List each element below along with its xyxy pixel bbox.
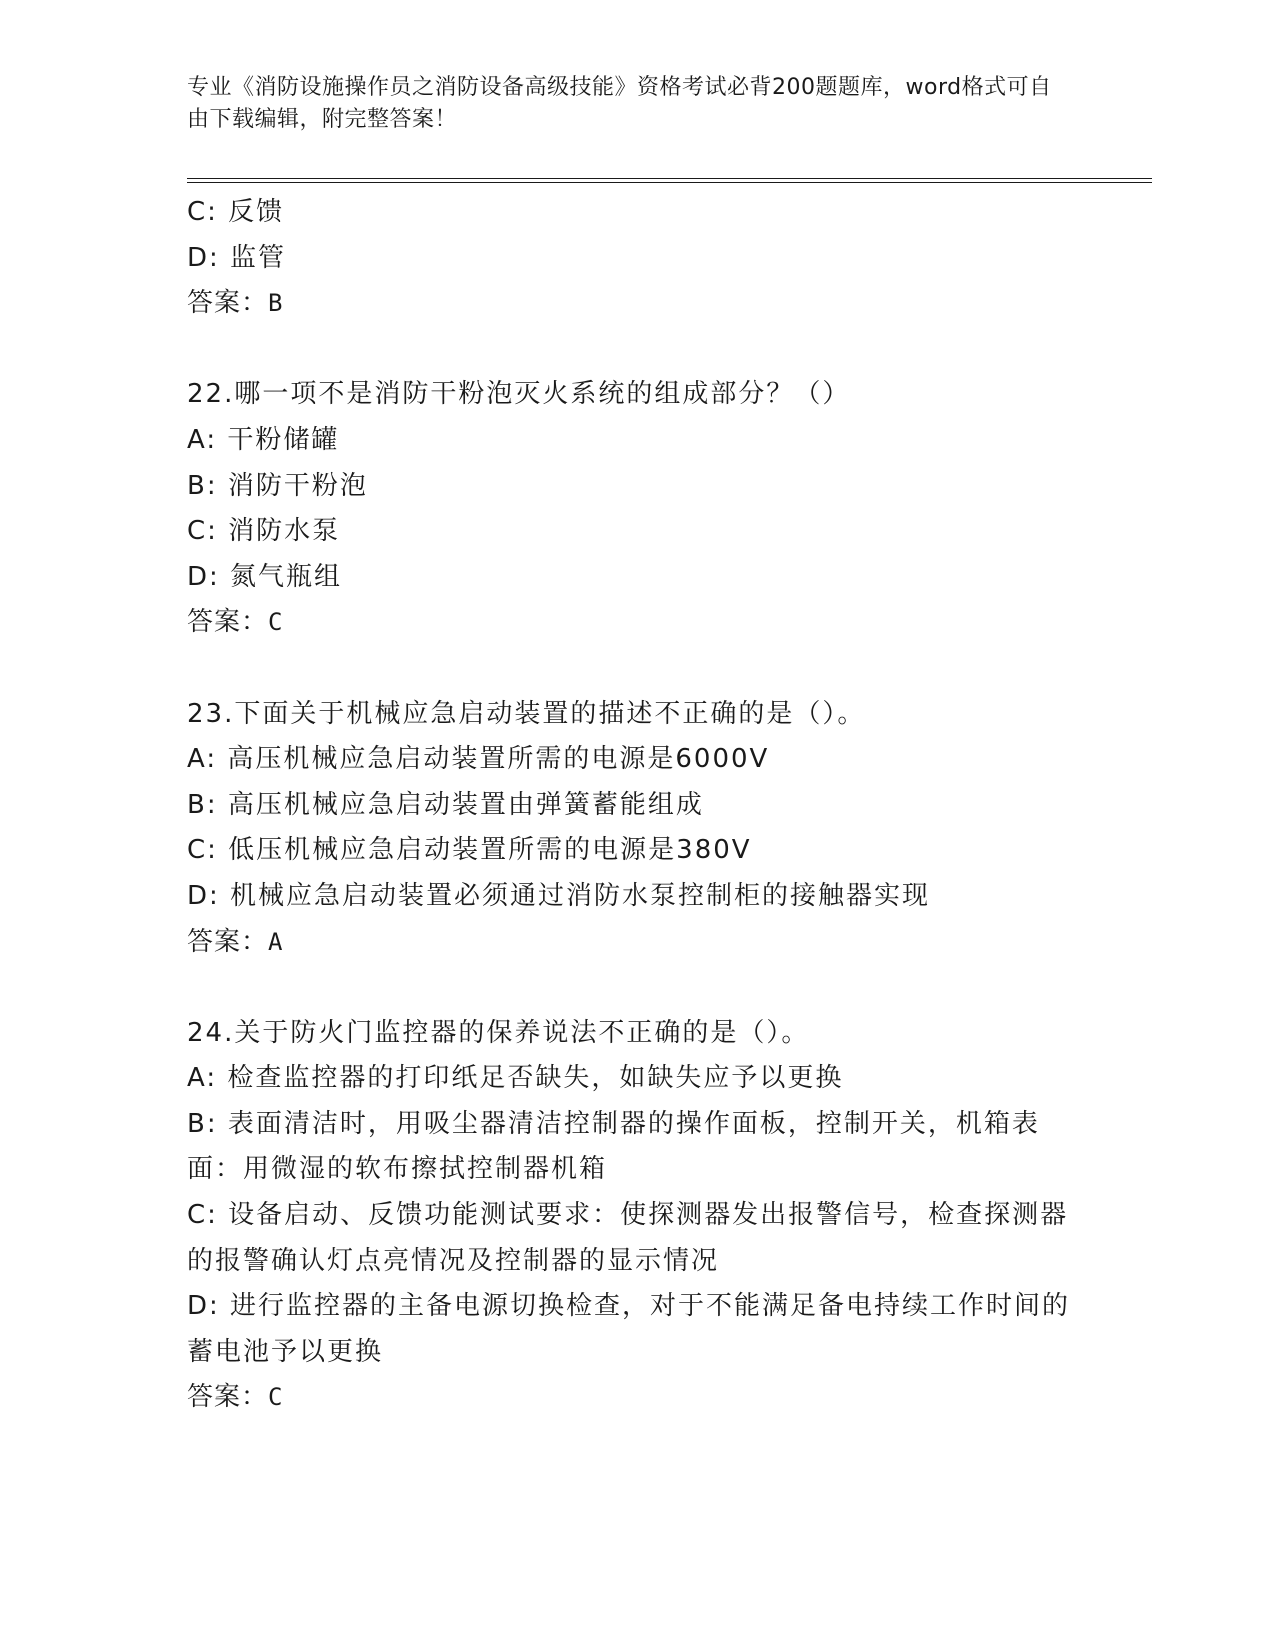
- spacer: [187, 646, 1087, 692]
- answer-value: C: [268, 608, 285, 637]
- answer-label: 答案：: [187, 607, 269, 638]
- answer-value: B: [268, 289, 285, 318]
- question-content: [187, 190, 1087, 1421]
- header-divider: [187, 178, 1152, 183]
- answer-label: 答案：: [187, 288, 269, 319]
- question-stem: 23.下面关于机械应急启动装置的描述不正确的是（）。: [187, 698, 866, 729]
- option-d: D: 氮气瓶组: [187, 561, 343, 592]
- answer-line: [187, 1375, 1087, 1421]
- answer-line: [187, 600, 1087, 646]
- option-c: C: 设备启动、反馈功能测试要求：使探测器发出报警信号，检查探测器的报警确认灯点亮情况及控制器的显示情况: [187, 1200, 1069, 1276]
- answer-value: C: [268, 1383, 285, 1412]
- answer-value: A: [268, 927, 285, 956]
- question-24: [187, 1011, 1087, 1421]
- option-a: A: 干粉储罐: [187, 424, 340, 455]
- answer-line: [187, 920, 1087, 966]
- answer-label: 答案：: [187, 1382, 269, 1413]
- answer-label: 答案：: [187, 926, 269, 957]
- option-b: B: 表面清洁时，用吸尘器清洁控制器的操作面板，控制开关，机箱表面：用微湿的软布擦拭控制器机箱: [187, 1108, 1040, 1185]
- option-a: A: 检查监控器的打印纸足否缺失，如缺失应予以更换: [187, 1063, 844, 1094]
- option-c: C: 消防水泵: [187, 516, 341, 547]
- option-d: D: 监管: [187, 242, 287, 273]
- previous-question-fragment: [187, 190, 1087, 327]
- option-d: D: 机械应急启动装置必须通过消防水泵控制柜的接触器实现: [187, 880, 931, 911]
- option-b: B: 消防干粉泡: [187, 470, 368, 501]
- question-22: [187, 372, 1087, 646]
- option-c: C: 低压机械应急启动装置所需的电源是380V: [187, 835, 752, 866]
- answer-line: [187, 281, 1087, 327]
- document-header: 专业《消防设施操作员之消防设备高级技能》资格考试必背200题题库，word格式可自由下载编辑，附完整答案！: [187, 75, 1052, 132]
- option-b: B: 高压机械应急启动装置由弹簧蓄能组成: [187, 789, 704, 820]
- question-stem: 22.哪一项不是消防干粉泡灭火系统的组成部分？（）: [187, 379, 851, 410]
- spacer: [187, 965, 1087, 1011]
- spacer: [187, 327, 1087, 373]
- option-d: D: 进行监控器的主备电源切换检查，对于不能满足备电持续工作时间的蓄电池予以更换: [187, 1291, 1071, 1367]
- question-23: [187, 692, 1087, 966]
- option-a: A: 高压机械应急启动装置所需的电源是6000V: [187, 744, 770, 775]
- option-c: C: 反馈: [187, 197, 285, 227]
- question-stem: 24.关于防火门监控器的保养说法不正确的是（）。: [187, 1017, 810, 1048]
